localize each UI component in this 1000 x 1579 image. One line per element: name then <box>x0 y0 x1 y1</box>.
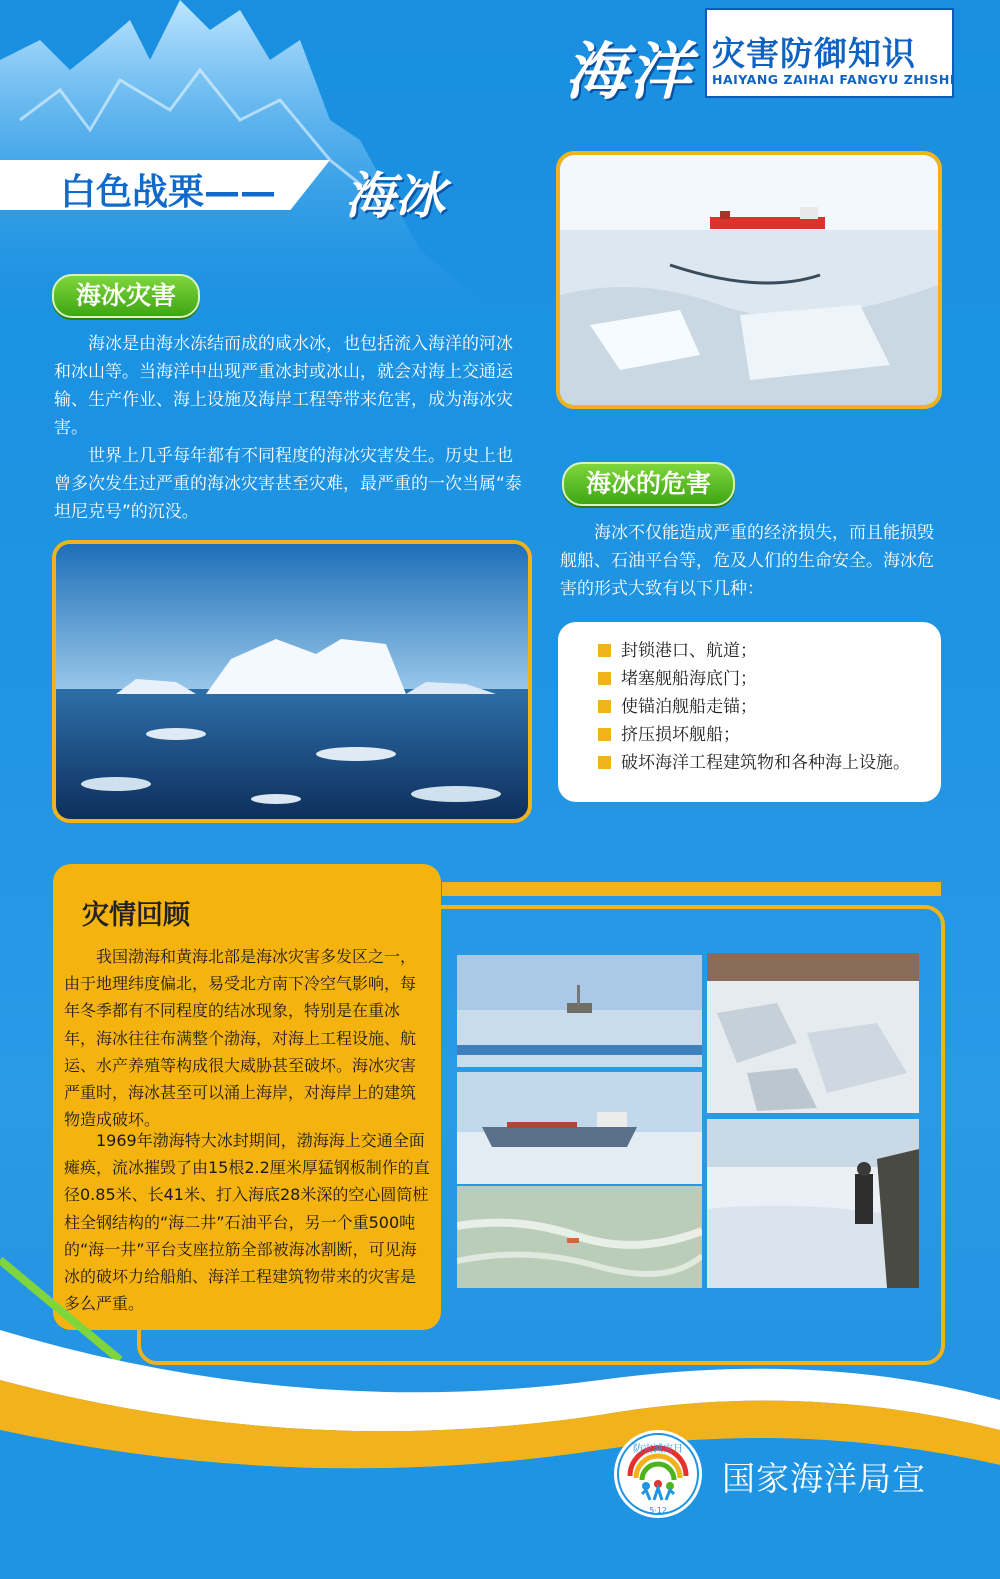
photo-oil-platform <box>457 955 702 1067</box>
decorative-waves <box>0 1230 1000 1579</box>
logo-date: 5·12 <box>649 1506 667 1515</box>
photo-ship-in-ice <box>556 151 942 409</box>
disaster-paragraph-2: 世界上几乎每年都有不同程度的海冰灾害发生。历史上也曾多次发生过严重的海冰灾害甚至灾难，最严重的一次当属“泰坦尼克号”的沉没。 <box>54 446 522 522</box>
disaster-prevention-day-logo <box>612 1428 704 1520</box>
section-title-sea-ice-disaster: 海冰灾害 <box>52 274 200 318</box>
bullet-square-icon <box>598 700 611 713</box>
disaster-paragraph-1: 海冰是由海水冻结而成的咸水冰，也包括流入海洋的河冰和冰山等。当海洋中出现严重冰封或冰山，就会对海上交通运输、生产作业、海上设施及海岸工程等带来危害，成为海冰灾害。 <box>54 334 513 438</box>
header-subtitle: 灾害防御知识 <box>712 34 916 73</box>
list-item: 破坏海洋工程建筑物和各种海上设施。 <box>598 749 910 777</box>
header-main-title: 海洋 <box>565 35 694 108</box>
list-item: 挤压损坏舰船； <box>598 721 910 749</box>
header-pinyin: HAIYANG ZAIHAI FANGYU ZHISHI <box>712 72 955 87</box>
bullet-square-icon <box>598 728 611 741</box>
bullet-square-icon <box>598 672 611 685</box>
photo-cargo-ship <box>457 1072 702 1184</box>
logo-text: 防灾减灾日 <box>633 1444 683 1455</box>
list-item: 使锚泊舰船走锚； <box>598 693 910 721</box>
hazards-list <box>598 637 910 777</box>
organization-name: 国家海洋局宣 <box>722 1459 926 1498</box>
photo-ice-on-shore <box>707 953 919 1113</box>
review-title: 灾情回顾 <box>82 900 190 931</box>
hazards-intro: 海冰不仅能造成严重的经济损失，而且能损毁舰船、石油平台等，危及人们的生命安全。海冰危害的形式大致有以下几种： <box>560 523 934 599</box>
section-title-sea-ice-hazards: 海冰的危害 <box>562 462 735 506</box>
bullet-square-icon <box>598 644 611 657</box>
review-paragraph-1: 我国渤海和黄海北部是海冰灾害多发区之一，由于地理纬度偏北，易受北方南下冷空气影响，每年冬季都有不同程度的结冰现象，特别是在重冰年，海冰往往布满整个渤海，对海上工程设施、航运、水产养殖等构成很大威胁甚至破坏。海冰灾害严重时，海冰甚至可以涌上海岸，对海岸上的建筑物造成破坏。 <box>64 947 417 1130</box>
list-item: 封锁港口、航道； <box>598 637 910 665</box>
photo-iceberg <box>52 540 532 823</box>
list-item: 堵塞舰船海底门； <box>598 665 910 693</box>
review-paragraph-2: 1969年渤海特大冰封期间，渤海海上交通全面瘫痪，流冰摧毁了由15根2.2厘米厚猛钢板制作的直径0.85米、长41米、打入海底28米深的空心圆筒桩柱全钢结构的“海二井”石油平台，另一个重500吨的“海一井”平台支座拉筋全部被海冰割断，可见海冰的破坏力给船舶、海洋工程建筑物带来的灾害是多么严重。 <box>64 1131 430 1314</box>
banner-highlight: 海冰 <box>345 167 445 225</box>
decorative-bar <box>442 882 941 896</box>
bullet-square-icon <box>598 756 611 769</box>
banner-prefix: 白色战栗—— <box>60 172 277 213</box>
